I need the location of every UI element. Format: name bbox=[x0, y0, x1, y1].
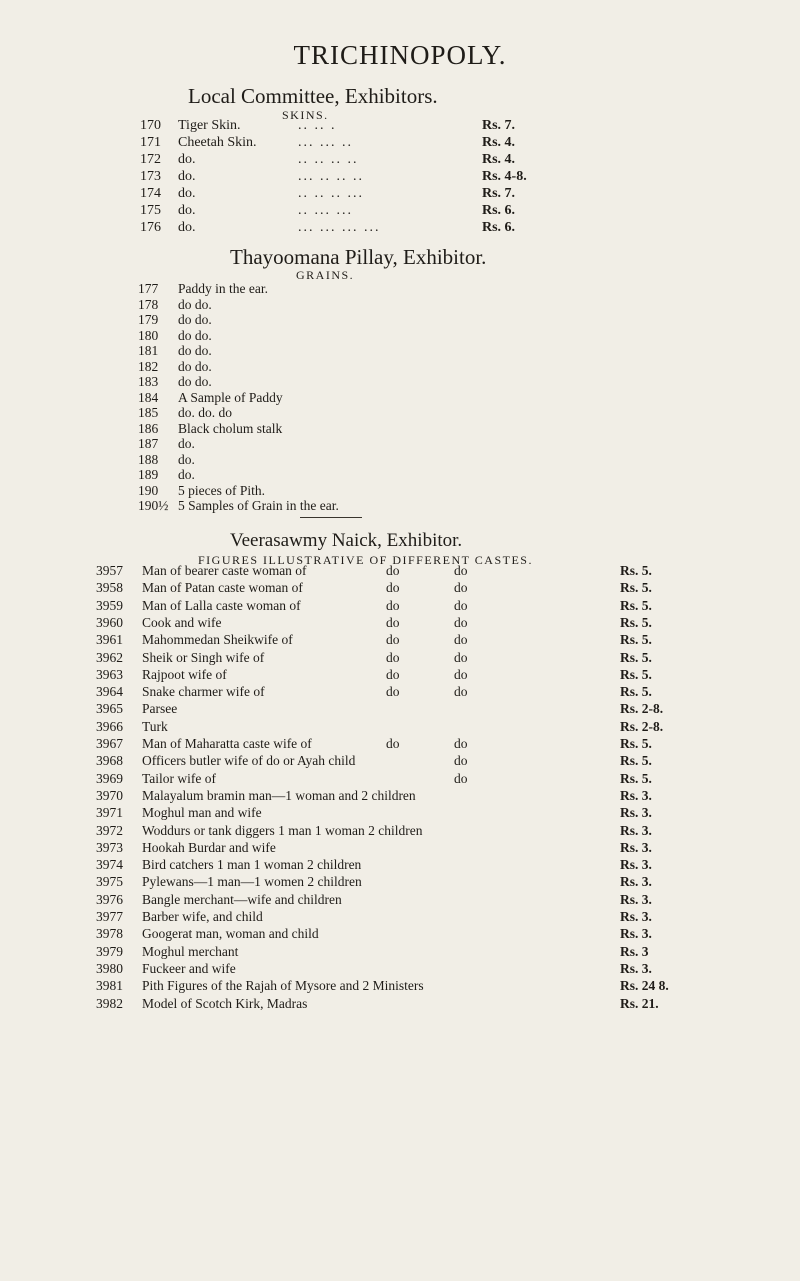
item-number: 184 bbox=[138, 389, 159, 405]
ditto-col-1: do bbox=[386, 649, 400, 665]
table-row bbox=[0, 840, 800, 855]
table-row bbox=[0, 736, 800, 751]
list-item bbox=[0, 152, 800, 168]
list-item bbox=[0, 312, 800, 328]
item-price: Rs. 2-8. bbox=[620, 701, 664, 717]
item-number: 180 bbox=[138, 327, 159, 343]
item-price: Rs. 6. bbox=[482, 203, 516, 218]
list-item bbox=[0, 203, 800, 219]
item-price: Rs. 3. bbox=[620, 926, 652, 942]
item-description: do do. bbox=[178, 343, 212, 358]
table-row bbox=[0, 805, 800, 820]
item-number: 3971 bbox=[96, 805, 123, 821]
list-item bbox=[0, 405, 800, 421]
item-price: Rs. 21. bbox=[620, 995, 659, 1011]
item-description: Malayalum bramin man—1 woman and 2 children bbox=[142, 787, 416, 803]
item-number: 3973 bbox=[96, 839, 123, 855]
table-row bbox=[0, 874, 800, 889]
item-description: Man of Patan caste woman of bbox=[142, 580, 303, 596]
section1-heading: Local Committee, Exhibitors. bbox=[188, 84, 438, 108]
table-row bbox=[0, 788, 800, 803]
item-price: Rs. 3. bbox=[620, 857, 652, 873]
item-price: Rs. 5. bbox=[620, 563, 652, 578]
table-row bbox=[0, 563, 800, 578]
table-row bbox=[0, 823, 800, 838]
item-price: Rs. 5. bbox=[620, 580, 652, 596]
ditto-col-2: do bbox=[454, 666, 468, 682]
item-price: Rs. 4. bbox=[482, 135, 516, 150]
item-number: 3964 bbox=[96, 684, 123, 700]
ditto-col-1: do bbox=[386, 632, 400, 648]
item-number: 3960 bbox=[96, 614, 123, 630]
table-row bbox=[0, 684, 800, 699]
leader-dots: .. .. . bbox=[298, 118, 337, 133]
item-price: Rs. 3. bbox=[620, 874, 652, 890]
list-item bbox=[0, 467, 800, 483]
table-row bbox=[0, 892, 800, 907]
item-price: Rs. 24 8. bbox=[620, 978, 669, 994]
item-number: 3958 bbox=[96, 580, 123, 596]
section3-subheading: FIGURES ILLUSTRATIVE OF DIFFERENT CASTES. bbox=[198, 553, 533, 567]
section2-heading: Thayoomana Pillay, Exhibitor. bbox=[230, 245, 487, 269]
item-description: Snake charmer wife of bbox=[142, 684, 265, 700]
item-description: do. do. do bbox=[178, 405, 232, 420]
item-price: Rs. 3. bbox=[620, 909, 652, 924]
item-number: 188 bbox=[138, 451, 159, 467]
item-price: Rs. 5. bbox=[620, 597, 652, 613]
item-number: 170 bbox=[140, 118, 161, 133]
item-number: 3969 bbox=[96, 770, 123, 786]
item-number: 3957 bbox=[96, 563, 123, 578]
item-number: 177 bbox=[138, 281, 159, 296]
item-price: Rs. 5. bbox=[620, 684, 652, 700]
item-description: Parsee bbox=[142, 701, 178, 717]
table-row bbox=[0, 978, 800, 993]
item-number: 3975 bbox=[96, 874, 123, 890]
item-description: Moghul man and wife bbox=[142, 805, 262, 821]
table-row bbox=[0, 909, 800, 924]
item-number: 3967 bbox=[96, 736, 123, 751]
item-number: 176 bbox=[140, 220, 161, 235]
leader-dots: ... ... .. bbox=[298, 135, 353, 150]
list-item bbox=[0, 328, 800, 344]
table-row bbox=[0, 719, 800, 734]
ditto-col-1: do bbox=[386, 736, 400, 751]
section2-subheading: GRAINS. bbox=[296, 268, 355, 282]
item-number: 3959 bbox=[96, 597, 123, 613]
item-price: Rs. 5. bbox=[620, 614, 652, 630]
item-number: 3968 bbox=[96, 753, 123, 769]
item-number: 3977 bbox=[96, 909, 123, 924]
item-description: do. bbox=[178, 436, 195, 451]
item-description: 5 pieces of Pith. bbox=[178, 482, 265, 498]
item-number: 190 bbox=[138, 482, 159, 498]
item-price: Rs. 5. bbox=[620, 632, 652, 648]
section1-subheading: SKINS. bbox=[282, 108, 329, 122]
item-description: do. bbox=[178, 186, 196, 201]
item-description: do. bbox=[178, 467, 195, 482]
item-description: Sheik or Singh wife of bbox=[142, 649, 265, 665]
item-number: 173 bbox=[140, 169, 161, 184]
ditto-col-2: do bbox=[454, 753, 468, 769]
item-description: Turk bbox=[142, 718, 168, 734]
item-price: Rs. 3. bbox=[620, 822, 652, 838]
item-number: 171 bbox=[140, 135, 161, 150]
table-row bbox=[0, 961, 800, 976]
ditto-col-1: do bbox=[386, 684, 400, 700]
ditto-col-1: do bbox=[386, 666, 400, 682]
list-item bbox=[0, 421, 800, 437]
item-description: Rajpoot wife of bbox=[142, 666, 227, 682]
list-item bbox=[0, 343, 800, 359]
ditto-col-2: do bbox=[454, 580, 468, 596]
item-number: 172 bbox=[140, 152, 161, 167]
item-price: Rs. 3. bbox=[620, 805, 652, 821]
table-row bbox=[0, 580, 800, 595]
table-row bbox=[0, 632, 800, 647]
item-number: 186 bbox=[138, 420, 159, 436]
item-number: 3970 bbox=[96, 787, 123, 803]
item-price: Rs. 4. bbox=[482, 152, 516, 167]
list-item bbox=[0, 186, 800, 202]
item-description: Man of Maharatta caste wife of bbox=[142, 736, 312, 751]
item-number: 3976 bbox=[96, 891, 123, 907]
leader-dots: .. ... ... bbox=[298, 203, 353, 218]
item-price: Rs. 2-8. bbox=[620, 718, 664, 734]
ditto-col-2: do bbox=[454, 649, 468, 665]
section3-heading: Veerasawmy Naick, Exhibitor. bbox=[230, 530, 463, 551]
item-number: 3980 bbox=[96, 960, 123, 976]
item-number: 3982 bbox=[96, 995, 123, 1011]
table-row bbox=[0, 944, 800, 959]
item-description: Fuckeer and wife bbox=[142, 960, 236, 976]
ditto-col-1: do bbox=[386, 580, 400, 596]
item-price: Rs. 3 bbox=[620, 943, 649, 959]
list-item bbox=[0, 220, 800, 236]
list-item bbox=[0, 118, 800, 134]
item-price: Rs. 7. bbox=[482, 118, 516, 133]
item-number: 3965 bbox=[96, 701, 123, 717]
item-description: Cheetah Skin. bbox=[178, 135, 257, 150]
item-description: Man of bearer caste woman of bbox=[142, 563, 307, 578]
item-number: 182 bbox=[138, 358, 159, 374]
table-row bbox=[0, 753, 800, 768]
item-price: Rs. 3. bbox=[620, 839, 652, 855]
table-row bbox=[0, 667, 800, 682]
ditto-col-1: do bbox=[386, 614, 400, 630]
item-price: Rs. 4-8. bbox=[482, 169, 527, 184]
list-item bbox=[0, 452, 800, 468]
ditto-col-2: do bbox=[454, 770, 468, 786]
item-number: 3981 bbox=[96, 978, 123, 994]
item-description: Googerat man, woman and child bbox=[142, 926, 319, 942]
list-item bbox=[0, 169, 800, 185]
item-number: 183 bbox=[138, 374, 159, 389]
leader-dots: ... .. .. .. bbox=[298, 169, 364, 184]
list-item bbox=[0, 135, 800, 151]
section-divider bbox=[300, 517, 362, 518]
item-description: Tiger Skin. bbox=[178, 118, 241, 133]
item-price: Rs. 3. bbox=[620, 787, 652, 803]
item-price: Rs. 5. bbox=[620, 666, 652, 682]
item-description: do do. bbox=[178, 358, 212, 374]
item-price: Rs. 6. bbox=[482, 220, 516, 235]
table-row bbox=[0, 996, 800, 1011]
item-price: Rs. 7. bbox=[482, 186, 516, 201]
item-description: A Sample of Paddy bbox=[178, 389, 283, 405]
item-number: 179 bbox=[138, 312, 159, 327]
item-description: Cook and wife bbox=[142, 614, 222, 630]
item-description: 5 Samples of Grain in the ear. bbox=[178, 498, 339, 513]
item-description: Model of Scotch Kirk, Madras bbox=[142, 995, 308, 1011]
item-number: 185 bbox=[138, 405, 159, 420]
item-description: Hookah Burdar and wife bbox=[142, 839, 276, 855]
table-row bbox=[0, 701, 800, 716]
ditto-col-2: do bbox=[454, 597, 468, 613]
item-number: 3961 bbox=[96, 632, 123, 648]
table-row bbox=[0, 857, 800, 872]
leader-dots: .. .. .. .. bbox=[298, 152, 359, 167]
item-description: Black cholum stalk bbox=[178, 420, 283, 436]
item-description: do do. bbox=[178, 327, 212, 343]
ditto-col-2: do bbox=[454, 632, 468, 648]
item-number: 181 bbox=[138, 343, 159, 358]
item-number: 178 bbox=[138, 296, 159, 312]
item-number: 175 bbox=[140, 203, 161, 218]
leader-dots: .. .. .. ... bbox=[298, 186, 364, 201]
list-item bbox=[0, 281, 800, 297]
table-row bbox=[0, 650, 800, 665]
item-number: 3962 bbox=[96, 649, 123, 665]
item-number: 3978 bbox=[96, 926, 123, 942]
item-number: 190½ bbox=[138, 498, 169, 513]
table-row bbox=[0, 771, 800, 786]
table-row bbox=[0, 926, 800, 941]
item-description: Pylewans—1 man—1 women 2 children bbox=[142, 874, 362, 890]
list-item bbox=[0, 436, 800, 452]
ditto-col-1: do bbox=[386, 563, 400, 578]
item-number: 3979 bbox=[96, 943, 123, 959]
item-description: do. bbox=[178, 169, 196, 184]
item-description: do. bbox=[178, 220, 196, 235]
list-item bbox=[0, 374, 800, 390]
ditto-col-2: do bbox=[454, 684, 468, 700]
table-row bbox=[0, 598, 800, 613]
item-description: do do. bbox=[178, 312, 212, 327]
list-item bbox=[0, 297, 800, 313]
table-row bbox=[0, 615, 800, 630]
ditto-col-2: do bbox=[454, 563, 468, 578]
item-number: 3974 bbox=[96, 857, 123, 873]
list-item bbox=[0, 390, 800, 406]
item-description: do. bbox=[178, 152, 196, 167]
item-number: 189 bbox=[138, 467, 159, 482]
item-description: Woddurs or tank diggers 1 man 1 woman 2 children bbox=[142, 822, 423, 838]
item-description: Officers butler wife of do or Ayah child bbox=[142, 753, 356, 769]
item-number: 3963 bbox=[96, 666, 123, 682]
list-item bbox=[0, 498, 800, 514]
item-price: Rs. 3. bbox=[620, 960, 652, 976]
ditto-col-1: do bbox=[386, 597, 400, 613]
item-description: Mahommedan Sheikwife of bbox=[142, 632, 293, 648]
item-price: Rs. 5. bbox=[620, 770, 652, 786]
page-title: TRICHINOPOLY. bbox=[293, 40, 507, 70]
item-number: 174 bbox=[140, 186, 161, 201]
item-description: Pith Figures of the Rajah of Mysore and 2 Ministers bbox=[142, 978, 424, 994]
item-description: do. bbox=[178, 451, 195, 467]
item-number: 3966 bbox=[96, 718, 123, 734]
item-price: Rs. 5. bbox=[620, 753, 652, 769]
item-description: Paddy in the ear. bbox=[178, 281, 268, 296]
item-description: Moghul merchant bbox=[142, 943, 239, 959]
item-description: Barber wife, and child bbox=[142, 909, 263, 924]
item-number: 3972 bbox=[96, 822, 123, 838]
item-price: Rs. 5. bbox=[620, 736, 652, 751]
list-item bbox=[0, 483, 800, 499]
item-description: do. bbox=[178, 203, 196, 218]
ditto-col-2: do bbox=[454, 736, 468, 751]
leader-dots: ... ... ... ... bbox=[298, 220, 381, 235]
item-number: 187 bbox=[138, 436, 159, 451]
item-description: do do. bbox=[178, 374, 212, 389]
item-price: Rs. 5. bbox=[620, 649, 652, 665]
item-description: Tailor wife of bbox=[142, 770, 217, 786]
item-description: do do. bbox=[178, 296, 212, 312]
item-description: Bangle merchant—wife and children bbox=[142, 891, 342, 907]
item-description: Man of Lalla caste woman of bbox=[142, 597, 301, 613]
ditto-col-2: do bbox=[454, 614, 468, 630]
item-description: Bird catchers 1 man 1 woman 2 children bbox=[142, 857, 362, 873]
item-price: Rs. 3. bbox=[620, 891, 652, 907]
list-item bbox=[0, 359, 800, 375]
